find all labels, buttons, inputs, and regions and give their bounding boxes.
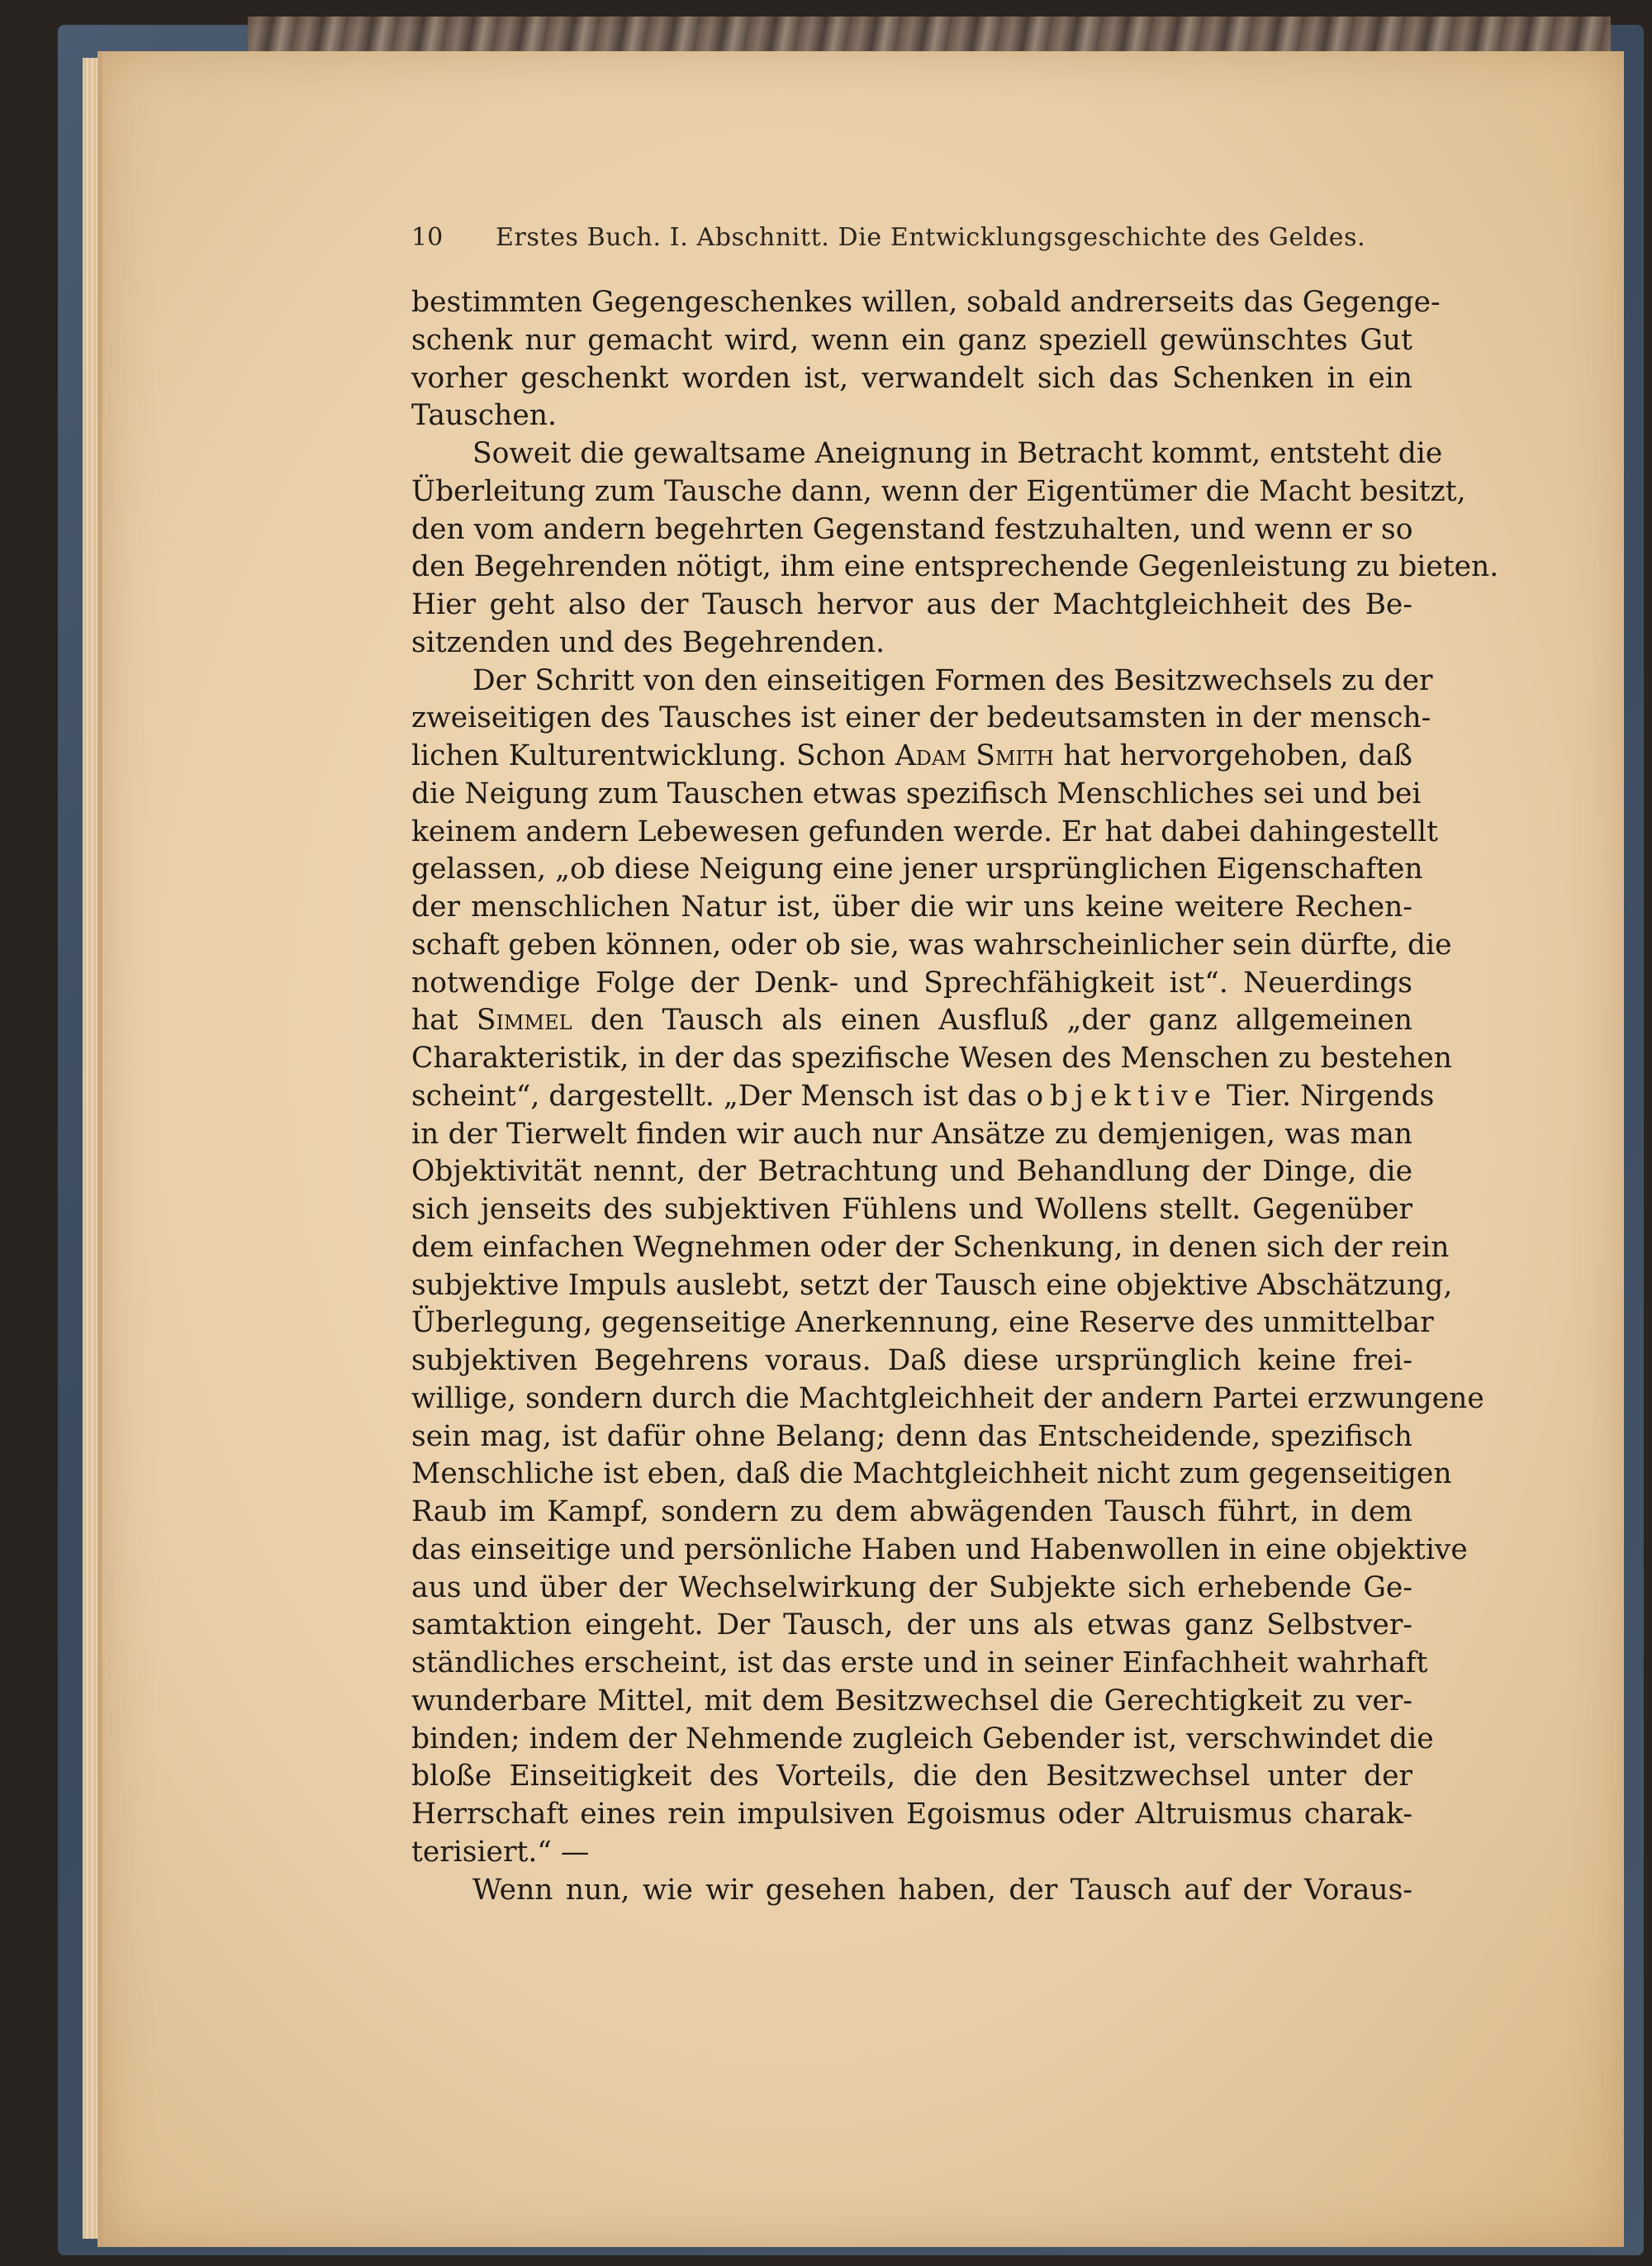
text-line bbox=[411, 1758, 1412, 1796]
text-line bbox=[411, 1418, 1412, 1456]
text-run: sich jenseits des subjektiven Fühlens und Wollens stellt. Gegenüber bbox=[411, 1193, 1412, 1226]
text-line bbox=[411, 1040, 1453, 1078]
text-run: gelassen, „ob diese Neigung eine jener ursprünglichen Eigenschaften bbox=[411, 853, 1423, 886]
small-caps-name: Simmel bbox=[476, 1004, 572, 1038]
body-text bbox=[411, 284, 1499, 1909]
text-line bbox=[411, 1494, 1412, 1532]
text-run: bestimmten Gegengeschenkes willen, sobald andrerseits das Gegenge- bbox=[411, 286, 1441, 319]
text-run: Hier geht also der Tausch hervor aus der Machtgleichheit des Be- bbox=[411, 588, 1412, 621]
text-line bbox=[411, 1456, 1452, 1494]
text-line bbox=[411, 1267, 1453, 1305]
running-header-title: Erstes Buch. I. Abschnitt. Die Entwicklungsgeschichte des Geldes. bbox=[496, 223, 1366, 252]
text-line bbox=[411, 322, 1412, 360]
text-line bbox=[411, 927, 1452, 965]
text-line bbox=[411, 625, 1412, 663]
text-run: hat hervorgehoben, daß bbox=[1053, 739, 1412, 772]
text-line bbox=[411, 360, 1412, 398]
text-run: Tier. Nirgends bbox=[1218, 1079, 1435, 1113]
text-run: Soweit die gewaltsame Aneignung in Betracht kommt, entsteht die bbox=[472, 437, 1443, 470]
text-run: schenk nur gemacht wird, wenn ein ganz speziell gewünschtes Gut bbox=[411, 323, 1412, 357]
text-line bbox=[411, 1834, 1412, 1872]
text-line bbox=[411, 851, 1423, 889]
text-run: bloße Einseitigkeit des Vorteils, die den Besitzwechsel unter der bbox=[411, 1760, 1412, 1793]
text-run: subjektiven Begehrens voraus. Daß diese ursprünglich keine frei- bbox=[411, 1344, 1412, 1377]
text-run: Charakteristik, in der das spezifische Wesen des Menschen zu bestehen bbox=[411, 1042, 1453, 1075]
text-line bbox=[411, 700, 1431, 738]
text-line bbox=[411, 663, 1433, 701]
text-line bbox=[411, 965, 1412, 1003]
text-run: sitzenden und des Begehrenden. bbox=[411, 625, 885, 659]
text-line bbox=[411, 1796, 1412, 1834]
text-run: dem einfachen Wegnehmen oder der Schenkung, in denen sich der rein bbox=[411, 1230, 1450, 1264]
text-line bbox=[411, 1002, 1412, 1040]
text-line bbox=[411, 1570, 1412, 1608]
text-line bbox=[411, 473, 1466, 511]
text-run: willige, sondern durch die Machtgleichheit der andern Partei erzwungene bbox=[411, 1381, 1484, 1415]
text-line bbox=[411, 814, 1438, 852]
text-run: Der Schritt von den einseitigen Formen des Besitzwechsels zu der bbox=[472, 663, 1433, 697]
text-run: keinem andern Lebewesen gefunden werde. Er hat dabei dahingestellt bbox=[411, 815, 1438, 848]
text-run: in der Tierwelt finden wir auch nur Ansätze zu demjenigen, was man bbox=[411, 1117, 1412, 1151]
text-run: Überleitung zum Tausche dann, wenn der Eigentümer die Macht besitzt, bbox=[411, 474, 1466, 508]
text-line bbox=[411, 284, 1441, 322]
text-line bbox=[411, 1721, 1434, 1759]
text-line bbox=[411, 549, 1499, 587]
text-run: Objektivität nennt, der Betrachtung und Behandlung der Dinge, die bbox=[411, 1155, 1412, 1189]
text-line bbox=[411, 1607, 1412, 1645]
text-run: Tauschen. bbox=[411, 399, 557, 433]
text-run: subjektive Impuls auslebt, setzt der Tausch eine objektive Abschätzung, bbox=[411, 1268, 1453, 1302]
text-run: den vom andern begehrten Gegenstand festzuhalten, und wenn er so bbox=[411, 512, 1413, 546]
text-line bbox=[411, 397, 1412, 435]
text-run: Herrschaft eines rein impulsiven Egoismus oder Altruismus charak- bbox=[411, 1798, 1412, 1831]
text-run: Raub im Kampf, sondern zu dem abwägenden Tausch führt, in dem bbox=[411, 1495, 1412, 1528]
text-line bbox=[411, 1304, 1434, 1342]
text-line bbox=[411, 435, 1443, 473]
spaced-emphasis: objektive bbox=[1026, 1079, 1218, 1113]
text-line bbox=[411, 1078, 1435, 1116]
text-line bbox=[411, 1872, 1412, 1910]
text-run: die Neigung zum Tauschen etwas spezifisch Menschliches sei und bei bbox=[411, 777, 1422, 810]
text-run: Wenn nun, wie wir gesehen haben, der Tausch auf der Voraus- bbox=[472, 1873, 1412, 1907]
text-run: das einseitige und persönliche Haben und Habenwollen in eine objektive bbox=[411, 1532, 1468, 1566]
text-run: samtaktion eingeht. Der Tausch, der uns als etwas ganz Selbstver- bbox=[411, 1608, 1412, 1642]
text-run: binden; indem der Nehmende zugleich Gebender ist, verschwindet die bbox=[411, 1722, 1434, 1755]
text-line bbox=[411, 587, 1412, 625]
text-run: den Begehrenden nötigt, ihm eine entsprechende Gegenleistung zu bieten. bbox=[411, 550, 1499, 584]
text-line bbox=[411, 1229, 1450, 1267]
text-line bbox=[411, 1532, 1468, 1570]
text-line bbox=[411, 511, 1412, 549]
text-run: notwendige Folge der Denk- und Sprechfähigkeit ist“. Neuerdings bbox=[411, 966, 1412, 1000]
text-line bbox=[411, 889, 1412, 927]
text-run: wunderbare Mittel, mit dem Besitzwechsel die Gerechtigkeit zu ver- bbox=[411, 1684, 1412, 1717]
small-caps-name: Adam Smith bbox=[895, 739, 1054, 772]
text-run: Überlegung, gegenseitige Anerkennung, eine Reserve des unmittelbar bbox=[411, 1306, 1434, 1340]
text-run: ständliches erscheint, ist das erste und in seiner Einfachheit wahrhaft bbox=[411, 1646, 1428, 1679]
text-run: den Tausch als einen Ausfluß „der ganz allgemeinen bbox=[572, 1004, 1412, 1038]
page-number: 10 bbox=[411, 223, 444, 252]
text-run: schaft geben können, oder ob sie, was wahrscheinlicher sein dürfte, die bbox=[411, 928, 1452, 962]
text-run: sein mag, ist dafür ohne Belang; denn das Entscheidende, spezifisch bbox=[411, 1419, 1412, 1453]
text-run: zweiseitigen des Tausches ist einer der bedeutsamsten in der mensch- bbox=[411, 701, 1431, 735]
text-line bbox=[411, 1380, 1484, 1418]
text-run: Menschliche ist eben, daß die Machtgleichheit nicht zum gegenseitigen bbox=[411, 1457, 1452, 1491]
text-run: scheint“, dargestellt. „Der Mensch ist das bbox=[411, 1079, 1027, 1113]
text-line bbox=[411, 1116, 1412, 1154]
text-run: vorher geschenkt worden ist, verwandelt sich das Schenken in ein bbox=[411, 361, 1412, 395]
text-line bbox=[411, 1153, 1412, 1191]
text-line bbox=[411, 738, 1412, 776]
text-line bbox=[411, 1645, 1428, 1683]
text-line bbox=[411, 1342, 1412, 1380]
text-run: lichen Kulturentwicklung. Schon bbox=[411, 739, 895, 772]
text-run: der menschlichen Natur ist, über die wir uns keine weitere Rechen- bbox=[411, 891, 1412, 924]
text-run: aus und über der Wechselwirkung der Subjekte sich erhebende Ge- bbox=[411, 1570, 1412, 1604]
running-header bbox=[411, 223, 1412, 259]
text-line bbox=[411, 776, 1422, 814]
text-run: terisiert.“ — bbox=[411, 1835, 590, 1869]
text-line bbox=[411, 1683, 1412, 1721]
text-line bbox=[411, 1191, 1412, 1229]
text-run: hat bbox=[411, 1004, 477, 1038]
